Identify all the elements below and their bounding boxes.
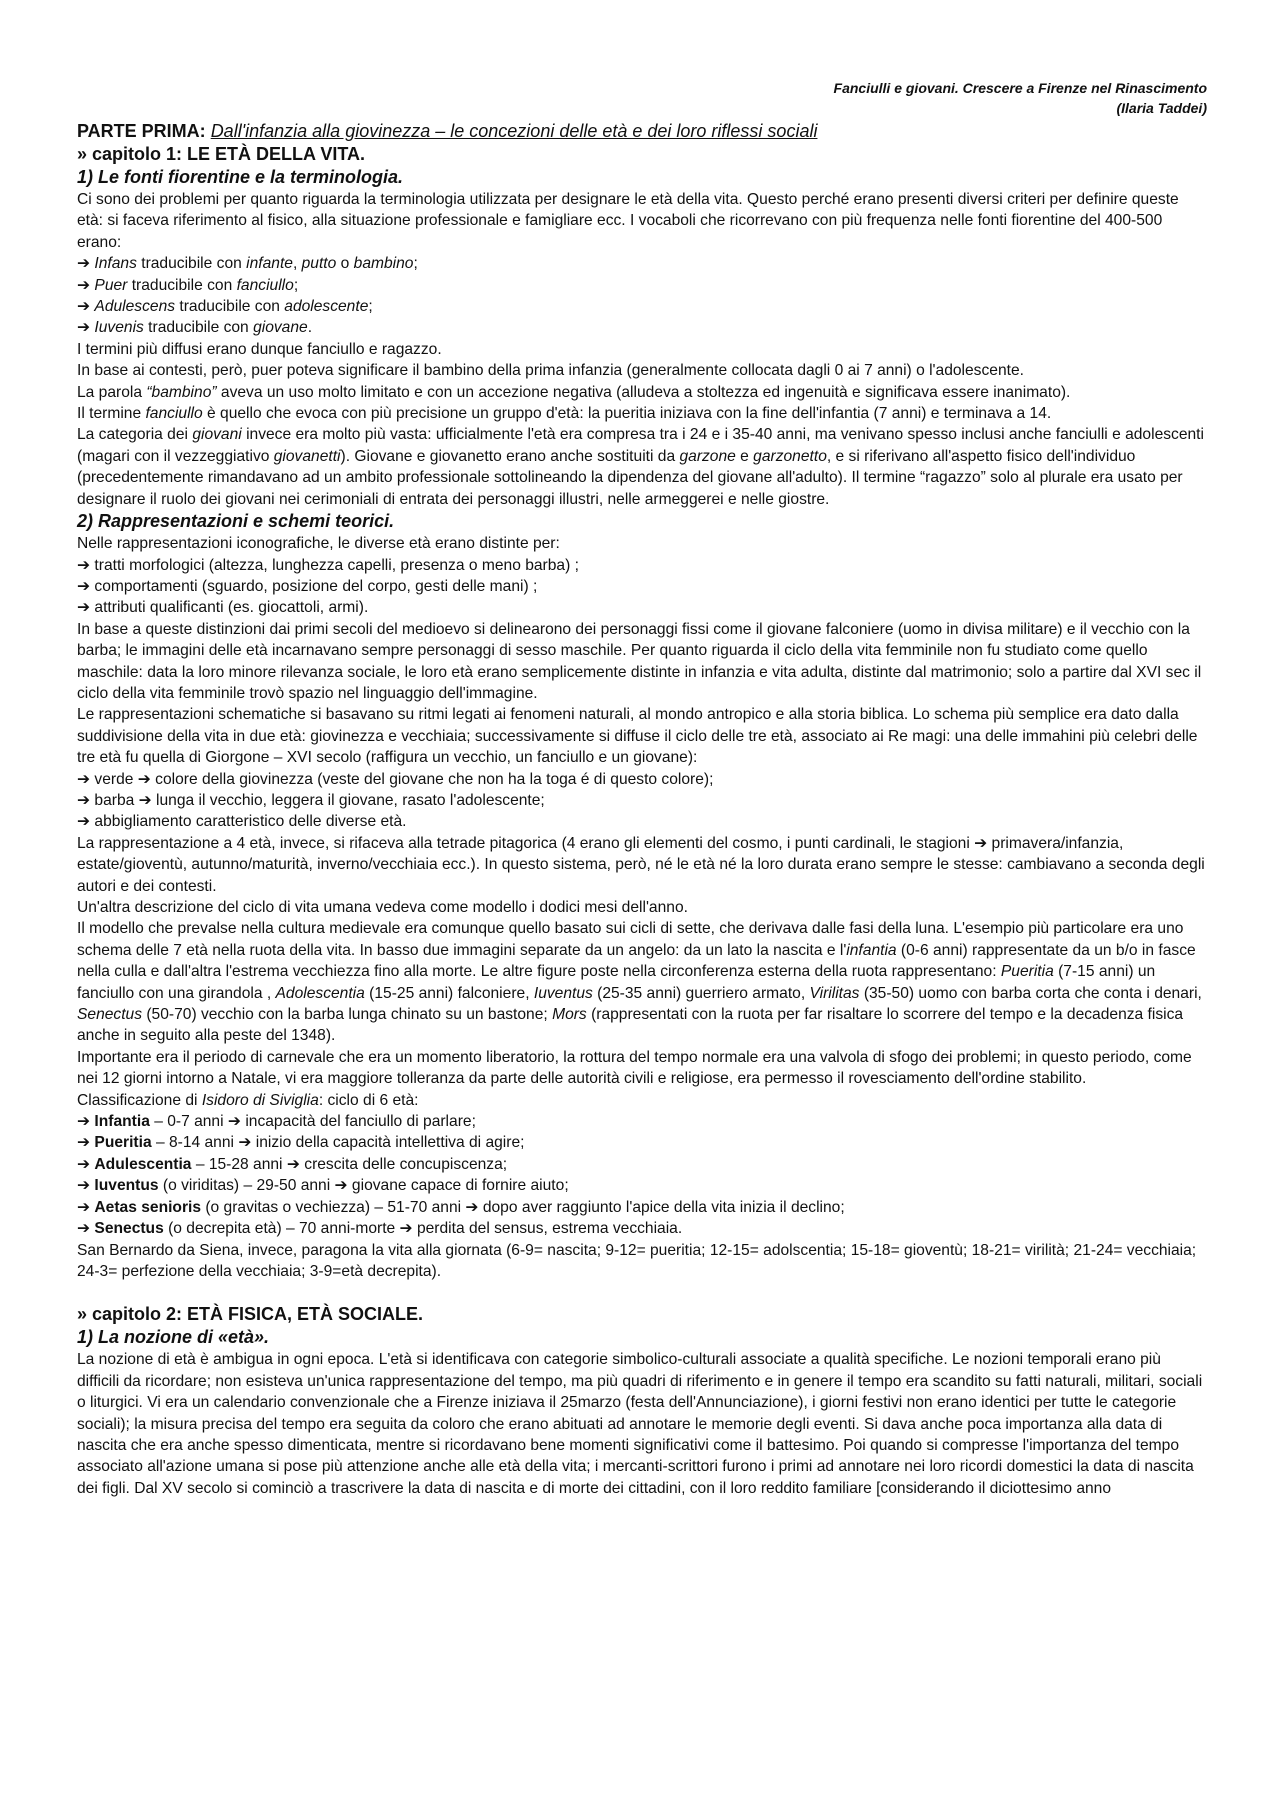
arrow-right-icon: ➔ (77, 276, 91, 294)
section-2-1-title: 1) La nozione di «età». (77, 1327, 270, 1348)
paragraph: La parola “bambino” aveva un uso molto limitato e con un accezione negativa (alludeva a stoltezza ed ingenuità e significava essere inanimato). (77, 383, 1071, 401)
arrow-right-icon: ➔ (77, 577, 91, 595)
giorgione-list (77, 769, 1207, 833)
arrow-right-icon: ➔ (77, 599, 91, 617)
paragraph: Il termine fanciullo è quello che evoca con più precisione un gruppo d'età: la pueritia iniziava con la fine dell'infantia (7 anni) e terminava a 14. (77, 405, 1052, 423)
paragraph: I termini più diffusi erano dunque fanciullo e ragazzo. (77, 340, 442, 358)
list-item: ➔ tratti morfologici (altezza, lunghezza capelli, presenza o meno barba) ; (77, 556, 579, 574)
arrow-right-icon: ➔ (334, 1177, 348, 1195)
list-item: ➔ Iuvenis traducibile con giovane. (77, 319, 313, 337)
arrow-right-icon: ➔ (77, 319, 91, 337)
list-item: ➔ Iuventus (o viriditas) – 29-50 anni ➔ giovane capace di fornire aiuto; (77, 1177, 569, 1195)
arrow-right-icon: ➔ (77, 1134, 91, 1152)
arrow-right-icon: ➔ (77, 298, 91, 316)
part-label: PARTE PRIMA: (77, 121, 206, 141)
paragraph: In base ai contesti, però, puer poteva significare il bambino della prima infanzia (generalmente collocata dagli 0 ai 7 anni) o l'adolescente. (77, 362, 1024, 380)
list-item: ➔ Adulescens traducibile con adolescente; (77, 298, 373, 316)
paragraph: Il modello che prevalse nella cultura medievale era comunque quello basato sui cicli di sette, che derivava dalle fasi della luna. L'esempio più particolare era uno schema delle 7 età nella ruota della vita. In basso due immagini separate da un angelo: da un lato la nascita e l'infantia (0-6 anni) rappresentate da un b/o in fasce nella culla e dall'altra l'estrema vecchiezza fino alla morte. Le altre figure poste nella circonferenza esterna della ruota rappresentano: Pueritia (7-15 anni) un fanciullo con una girandola , Adolescentia (15-25 anni) falconiere, Iuventus (25-35 anni) guerriero armato, Virilitas (35-50) uomo con barba corta che conta i denari, Senectus (50-70) vecchio con la barba lunga chinato su un bastone; Mors (rappresentati con la ruota per far risaltare lo scorrere del tempo e la decadenza fisica anche in seguito alla peste del 1348). (77, 920, 1202, 1045)
arrow-right-icon: ➔ (77, 1198, 91, 1216)
paragraph: Importante era il periodo di carnevale che era un momento liberatorio, la rottura del tempo normale era una valvola di sfogo dei problemi; in questo periodo, come nei 12 giorni intorno a Natale, vi era maggiore tolleranza da parte delle autorità civili e religiose, era permesso il rovesciamento dell'ordine stabilito. (77, 1048, 1192, 1088)
paragraph: Ci sono dei problemi per quanto riguarda la terminologia utilizzata per designare le età della vita. Questo perché erano presenti diversi criteri per definire queste età: si faceva riferimento al fisico, alla situazione professionale e famigliare ecc. I vocaboli che ricorrevano con più frequenza nelle fonti fiorentine del 400-500 erano: (77, 191, 1179, 251)
paragraph: La categoria dei giovani invece era molto più vasta: ufficialmente l'età era compresa tra i 24 e i 35-40 anni, ma venivano spesso inclusi anche fanciulli e adolescenti (magari con il vezzeggiativo giovanetti). Giovane e giovanetto erano anche sostituiti da garzone e garzonetto, e si riferivano all'aspetto fisico dell'individuo (precedentemente rimandavano ad un ambito professionale sottolineando la dipendenza del giovane all'adulto). Il termine “ragazzo” solo al plurale era usato per designare il ruolo dei giovani nei cerimoniali di entrata dei personaggi illustri, nelle armeggerei e nelle giostre. (77, 426, 1204, 508)
paragraph: Un'altra descrizione del ciclo di vita umana vedeva come modello i dodici mesi dell'anno. (77, 899, 688, 916)
list-item: ➔ barba ➔ lunga il vecchio, leggera il giovane, rasato l'adolescente; (77, 791, 545, 809)
arrow-right-icon: ➔ (465, 1198, 479, 1216)
list-item: ➔ Aetas senioris (o gravitas o vechiezza) – 51-70 anni ➔ dopo aver raggiunto l'apice della vita inizia il declino; (77, 1198, 845, 1216)
list-item: ➔ verde ➔ colore della giovinezza (veste del giovane che non ha la toga é di questo colore); (77, 770, 714, 788)
arrow-right-icon: ➔ (77, 770, 91, 788)
terms-list (77, 253, 1207, 339)
list-item: ➔ attributi qualificanti (es. giocattoli, armi). (77, 599, 369, 617)
paragraph: Classificazione di Isidoro di Siviglia: ciclo di 6 età: (77, 1091, 419, 1109)
ages-list (77, 1111, 1207, 1239)
paragraph: La nozione di età è ambigua in ogni epoca. L'età si identificava con categorie simbolico-culturali associate a qualità specifiche. Le nozioni temporali erano più difficili da ricordare; non esisteva un'unica rappresentazione del tempo, ma più quadri di riferimento e in genere il tempo era scandito su fatti naturali, militari, sociali o liturgici. Vi era un calendario convenzionale che a Firenze iniziava il 25marzo (festa dell'Annunciazione), i giorni festivi non erano identici per tutte le categorie sociali); la misura precisa del tempo era seguita da coloro che erano abituati ad annotare le memorie degli eventi. Si dava anche poca importanza alla data di nascita che era anche spesso dimenticata, mentre si ricordavano bene momenti significativi come il battesimo. Poi quando si compresse l'importanza del tempo associato all'azione umana si pose più attenzione anche alle età della vita; i mercanti-scrittori furono i primi ad annotare nei loro ricordi domestici la data di nascita dei figli. Dal XV secolo si cominciò a trascrivere la data di nascita e di morte dei cittadini, con il loro reddito familiare [considerando il diciottesimo anno (77, 1351, 1203, 1497)
arrow-right-icon: ➔ (238, 1134, 252, 1152)
paragraph: Nelle rappresentazioni iconografiche, le diverse età erano distinte per: (77, 535, 560, 553)
book-title: Fanciulli e giovani. Crescere a Firenze nel Rinascimento (833, 80, 1207, 96)
list-item: ➔ Senectus (o decrepita età) – 70 anni-morte ➔ perdita del sensus, estrema vecchiaia. (77, 1220, 683, 1238)
arrow-right-icon: ➔ (77, 791, 91, 809)
arrow-right-icon: ➔ (77, 1155, 91, 1173)
list-item: ➔ abbigliamento caratteristico delle diverse età. (77, 813, 407, 831)
traits-list (77, 555, 1207, 619)
part-subtitle: Dall'infanzia alla giovinezza – le concezioni delle età e dei loro riflessi sociali (210, 121, 818, 141)
list-item: ➔ Adulescentia – 15-28 anni ➔ crescita delle concupiscenza; (77, 1155, 508, 1173)
list-item: ➔ comportamenti (sguardo, posizione del corpo, gesti delle mani) ; (77, 577, 538, 595)
arrow-right-icon: ➔ (227, 1113, 241, 1131)
paragraph: San Bernardo da Siena, invece, paragona la vita alla giornata (6-9= nascita; 9-12= pueritia; 12-15= adolscentia; 15-18= gioventù; 18-21= virilità; 21-24= vecchiaia; 24-3= perfezione della vecchiaia; 3-9=età decrepita). (77, 1241, 1197, 1280)
spacer (77, 1282, 1207, 1303)
arrow-right-icon: ➔ (77, 255, 91, 273)
arrow-right-icon: ➔ (77, 813, 91, 831)
arrow-right-icon: ➔ (77, 1177, 91, 1195)
paragraph: In base a queste distinzioni dai primi secoli del medioevo si delinearono dei personaggi fissi come il giovane falconiere (uomo in divisa militare) e il vecchio con la barba; le immagini delle età incarnavano sempre personaggi di sesso maschile. Per quanto riguarda il ciclo della vita femminile non fu studiato come quello maschile: data la loro minore rilevanza sociale, le loro età erano semplicemente distinte in infanzia e vita adulta, distinte dal matrimonio; solo a partire dal XVI sec il ciclo della vita femminile trovò spazio nel linguaggio dell'immagine. (77, 620, 1202, 702)
section-1-2-title: 2) Rappresentazioni e schemi teorici. (77, 511, 395, 532)
chapter-2-title: » capitolo 2: ETÀ FISICA, ETÀ SOCIALE. (77, 1304, 424, 1325)
arrow-right-icon: ➔ (77, 1113, 91, 1131)
book-author: (Ilaria Taddei) (1116, 100, 1207, 116)
list-item: ➔ Infantia – 0-7 anni ➔ incapacità del fanciullo di parlare; (77, 1113, 476, 1131)
arrow-right-icon: ➔ (399, 1220, 413, 1238)
part-title (77, 120, 1207, 143)
list-item: ➔ Infans traducibile con infante, putto o bambino; (77, 255, 418, 273)
list-item: ➔ Puer traducibile con fanciullo; (77, 276, 299, 294)
list-item: ➔ Pueritia – 8-14 anni ➔ inizio della capacità intellettiva di agire; (77, 1134, 525, 1152)
document-header (77, 78, 1207, 118)
section-1-1-title: 1) Le fonti fiorentine e la terminologia. (77, 167, 404, 187)
arrow-right-icon: ➔ (77, 556, 91, 574)
paragraph: Le rappresentazioni schematiche si basavano su ritmi legati ai fenomeni naturali, al mondo antropico e alla storia biblica. Lo schema più semplice era dato dalla suddivisione della vita in due età: giovinezza e vecchiaia; successivamente si diffuse il ciclo delle tre età, associato ai Re magi: una delle immahini più celebri delle tre età fu quella di Giorgone – XVI secolo (raffigura un vecchio, un fanciullo e un giovane): (77, 706, 1198, 767)
arrow-right-icon: ➔ (286, 1155, 300, 1173)
chapter-1-title: » capitolo 1: LE ETÀ DELLA VITA. (77, 144, 366, 164)
arrow-right-icon: ➔ (77, 1220, 91, 1238)
paragraph: La rappresentazione a 4 età, invece, si rifaceva alla tetrade pitagorica (4 erano gli elementi del cosmo, i punti cardinali, le stagioni ➔ primavera/infanzia, estate/gioventù, autunno/maturità, inverno/vecchiaia ecc.). In questo sistema, però, né le età né la loro durata erano sempre le stesse: cambiavano a seconda degli autori e dei contesti. (77, 834, 1205, 895)
